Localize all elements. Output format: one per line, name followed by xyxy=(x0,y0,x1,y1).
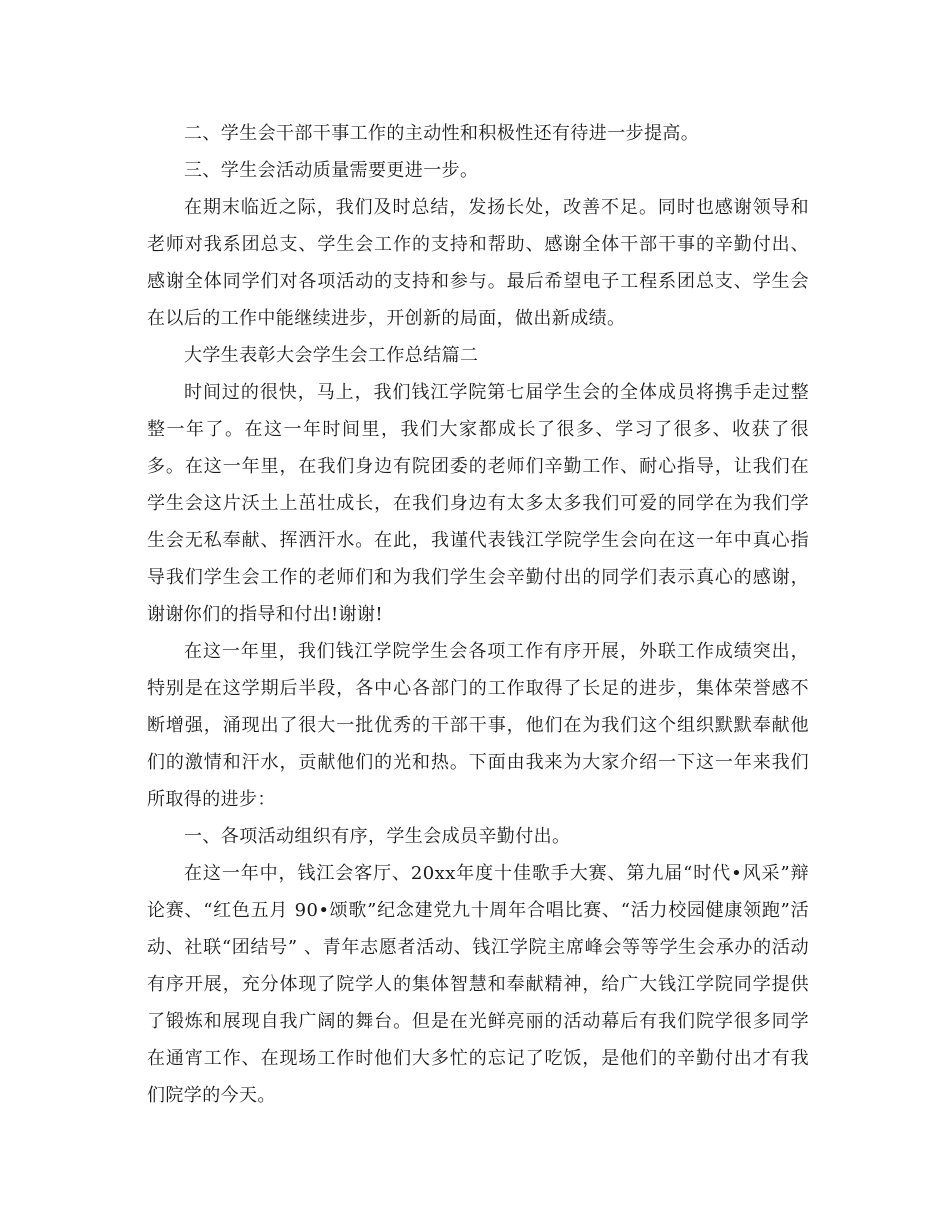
paragraph-intro: 时间过的很快，马上，我们钱江学院第七届学生会的全体成员将携手走过整整一年了。在这一年时间里，我们大家都成长了很多、学习了很多、收获了很多。在这一年里，在我们身边有院团委的老师们辛勤工作、耐心指导，让我们在学生会这片沃土上茁壮成长，在我们身边有太多太多我们可爱的同学在为我们学生会无私奉献、挥洒汗水。在此，我谨代表钱江学院学生会向在这一年中真心指导我们学生会工作的老师们和为我们学生会辛勤付出的同学们表示真心的感谢，谢谢你们的指导和付出!谢谢! xyxy=(147,382,809,625)
section-heading: 大学生表彰大会学生会工作总结篇二 xyxy=(184,345,479,366)
paragraph-point-three: 三、学生会活动质量需要更进一步。 xyxy=(184,160,479,181)
paragraph-activities: 在这一年中，钱江会客厅、20xx年度十佳歌手大赛、第九届“时代•风采”辩论赛、“红色五月 90•颂歌”纪念建党九十周年合唱比赛、“活力校园健康领跑”活动、社联“团结号” 、青年志愿者活动、钱江学院主席峰会等等学生会承办的活动有序开展，充分体现了院学人的集体智慧和奉献精神，给广大钱江学院同学提供了锻炼和展现自我广阔的舞台。但是在光鲜亮丽的活动幕后有我们院学很多同学在通宵工作、在现场工作时他们大多忙的忘记了吃饭，是他们的辛勤付出才有我们院学的今天。 xyxy=(147,863,809,1106)
paragraph-closing-thanks: 在期末临近之际，我们及时总结，发扬长处，改善不足。同时也感谢领导和老师对我系团总支、学生会工作的支持和帮助、感谢全体干部干事的辛勤付出、感谢全体同学们对各项活动的支持和参与。最后希望电子工程系团总支、学生会在以后的工作中能继续进步，开创新的局面，做出新成绩。 xyxy=(147,197,809,329)
document-body xyxy=(147,115,809,1114)
paragraph-point-two: 二、学生会干部干事工作的主动性和积极性还有待进一步提高。 xyxy=(184,123,700,144)
paragraph-progress: 在这一年里，我们钱江学院学生会各项工作有序开展，外联工作成绩突出，特别是在这学期后半段，各中心各部门的工作取得了长足的进步，集体荣誉感不断增强，涌现出了很大一批优秀的干部干事，他们在为我们这个组织默默奉献他们的激情和汗水，贡献他们的光和热。下面由我来为大家介绍一下这一年来我们所取得的进步： xyxy=(147,641,809,810)
paragraph-point-one: 一、各项活动组织有序，学生会成员辛勤付出。 xyxy=(184,826,571,847)
